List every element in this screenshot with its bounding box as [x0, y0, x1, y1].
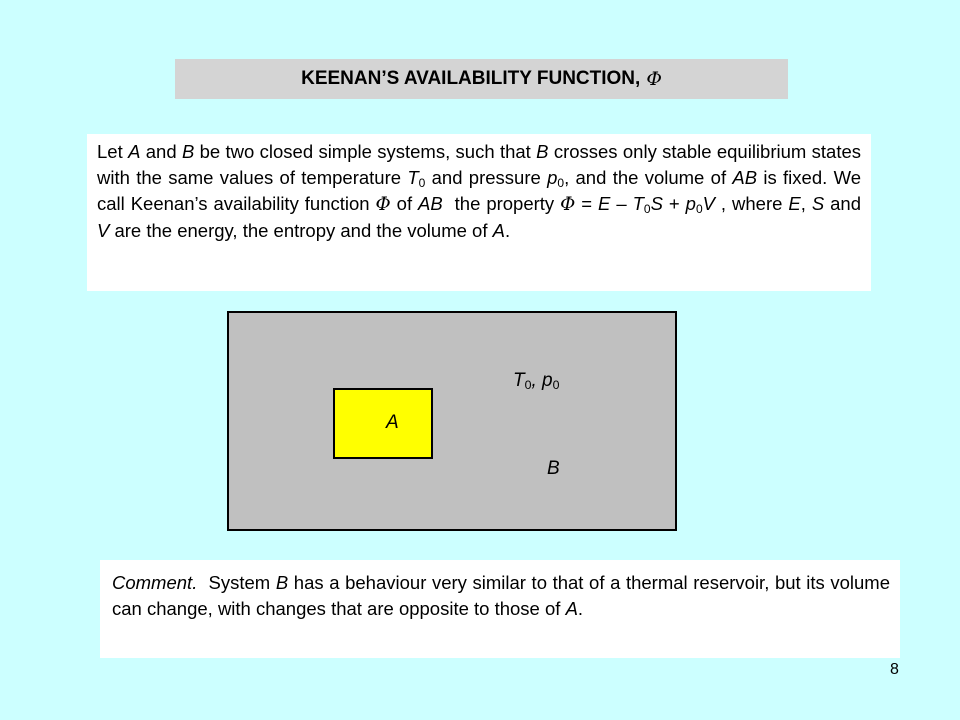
title-text: KEENAN’S AVAILABILITY FUNCTION,: [301, 68, 641, 89]
conditions-label: $T_0$, $p_0$: [513, 370, 560, 392]
phi-symbol: Φ: [646, 68, 662, 90]
comment-text: Comment. System B has a behaviour very similar to that of a thermal reservoir, but its volume can change, with changes that are opposite to those of A.: [112, 572, 890, 619]
page-number: 8: [890, 661, 899, 678]
comment-heading: Comment.: [112, 572, 198, 593]
system-b-diagram: [227, 311, 677, 531]
system-b-label: B: [547, 458, 560, 479]
definition-box: [87, 134, 871, 291]
slide-title: [175, 59, 788, 99]
comment-box: [100, 560, 900, 658]
system-a-box: [333, 388, 433, 459]
system-a-label: A: [386, 412, 399, 433]
definition-text: Let A and B be two closed simple systems, such that B crosses only stable equilibrium states with the same values of temperature $T_0$ and pressure $p_0$, and the volume of AB is fixed. We call Keenan’s availability function Φ of AB the property $\Phi = E - T_0S + p_0V$ , where E, S and V are the energy, the entropy and the volume of A.: [97, 141, 861, 241]
